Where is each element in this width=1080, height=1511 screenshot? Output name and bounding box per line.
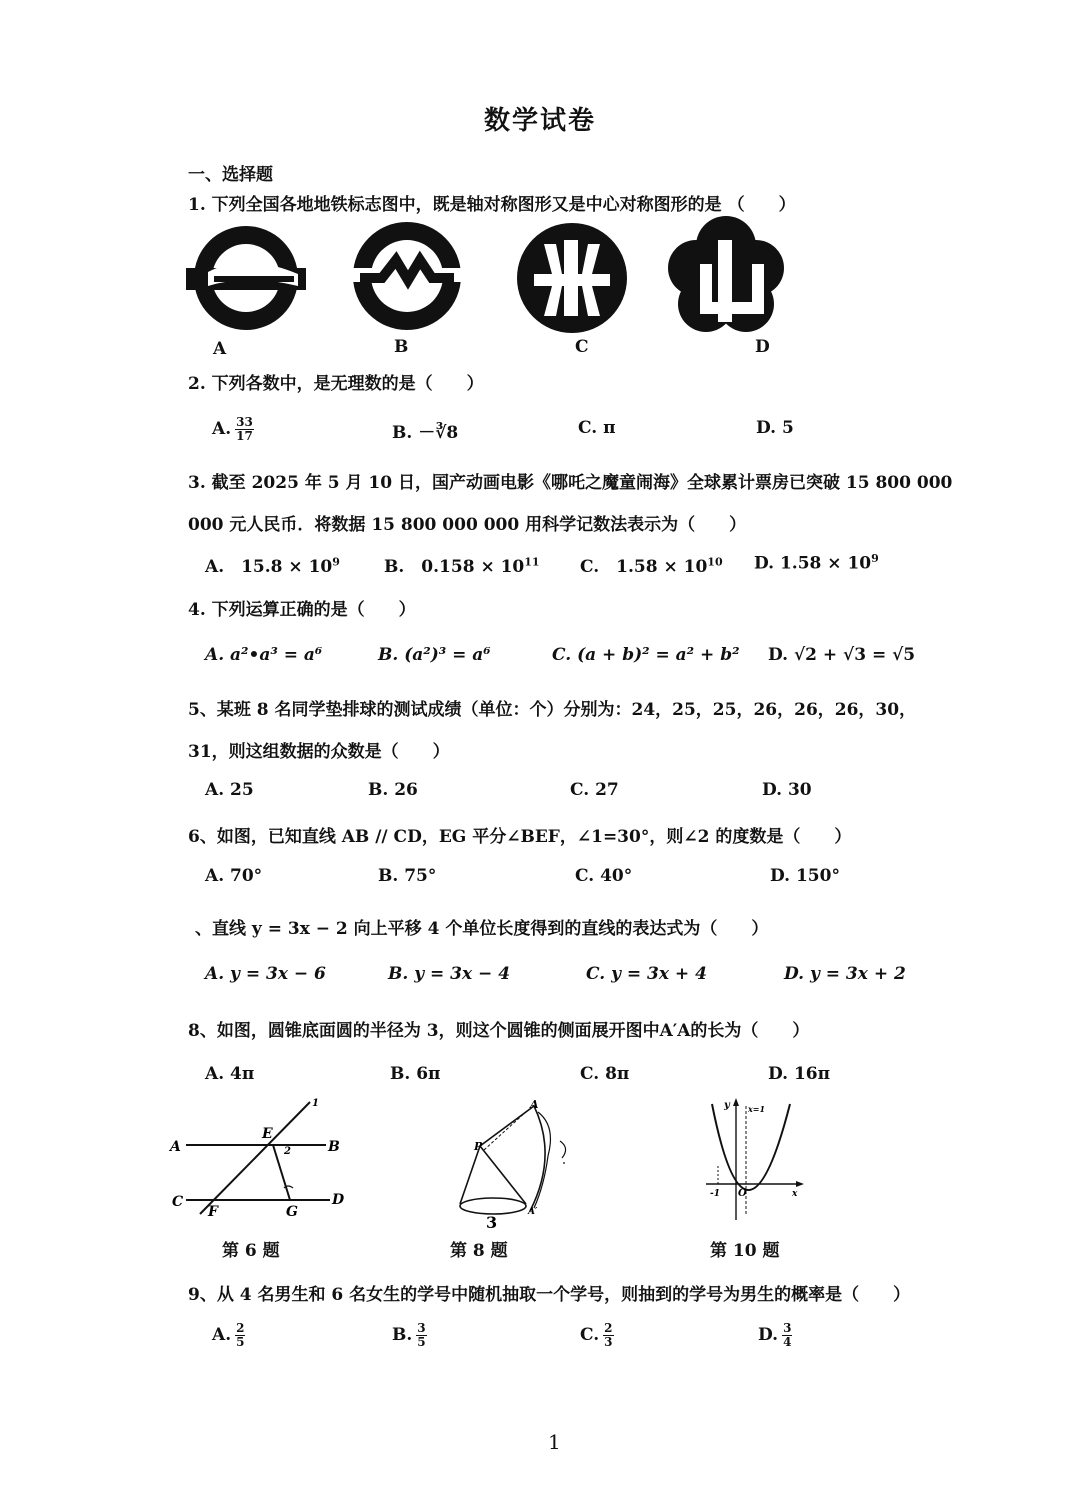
figure-6-diagram	[160, 1092, 360, 1222]
q8-option-d: D. 16π	[768, 1064, 831, 1084]
question-6-stem: 6、如图，已知直线 AB // CD，EG 平分∠BEF，∠1=30°，则∠2 的度数是（ ）	[188, 827, 852, 847]
figure-10-caption: 第 10 题	[710, 1241, 780, 1261]
section-heading: 一、选择题	[188, 165, 273, 185]
logo-c-label: C	[575, 337, 589, 357]
q6-option-d: D. 150°	[770, 866, 840, 886]
q4-option-a: A. a²•a³ = a⁶	[205, 645, 323, 665]
fig6-label-2: 2	[284, 1146, 291, 1157]
q9-option-d: D. $\frac{3}{4}$	[758, 1321, 792, 1349]
question-5-line2: 31，则这组数据的众数是（ ）	[188, 742, 450, 762]
logo-a-icon	[186, 222, 306, 334]
question-1-stem: 1. 下列全国各地地铁标志图中，既是轴对称图形又是中心对称图形的是 （ ）	[188, 195, 796, 215]
figure-10-graph	[700, 1096, 810, 1226]
q6-option-b: B. 75°	[378, 866, 437, 886]
q8-option-b: B. 6π	[390, 1064, 441, 1084]
page-number: 1	[548, 1430, 561, 1454]
q9-option-a: A. $\frac{2}{5}$	[212, 1321, 245, 1349]
fig8-label-a: A	[530, 1098, 539, 1111]
fig8-label-a-prime: A′	[528, 1207, 538, 1217]
fig6-label-a: A	[170, 1139, 181, 1155]
q3-option-d: D. $1.58 \times 10^9$	[754, 552, 879, 574]
logo-d-icon	[670, 216, 782, 334]
logo-c-icon	[516, 222, 628, 334]
question-7-stem: 、直线 y = 3x − 2 向上平移 4 个单位长度得到的直线的表达式为（ ）	[195, 919, 769, 939]
q5-option-c: C. 27	[570, 780, 619, 800]
question-3-line2: 000 元人民币．将数据 15 800 000 000 用科学记数法表示为（ ）	[188, 515, 747, 535]
fig10-label-y: y	[724, 1100, 730, 1111]
q4-option-c: C. (a + b)² = a² + b²	[552, 645, 740, 665]
question-5-line1: 5、某班 8 名同学垫排球的测试成绩（单位：个）分别为：24，25，25，26，26，26，30，	[188, 700, 917, 720]
fig10-label-minus1: -1	[710, 1189, 720, 1199]
q3-option-a: A. $15.8 \times 10^9$	[205, 555, 340, 577]
fig6-label-e: E	[262, 1126, 273, 1142]
question-8-stem: 8、如图，圆锥底面圆的半径为 3，则这个圆锥的侧面展开图中A′A的长为（ ）	[188, 1021, 810, 1041]
q7-option-c: C. y = 3x + 4	[586, 964, 707, 984]
q2-option-c: C. π	[578, 418, 616, 438]
figure-6-caption: 第 6 题	[222, 1241, 280, 1261]
fig8-label-p: P	[474, 1140, 483, 1153]
figure-8-diagram	[448, 1096, 578, 1231]
q4-option-d: D. √2 + √3 = √5	[768, 645, 916, 665]
q8-option-c: C. 8π	[580, 1064, 630, 1084]
q9-option-c: C. $\frac{2}{3}$	[580, 1321, 613, 1349]
q2-option-d: D. 5	[756, 418, 794, 438]
fig6-label-1: 1	[312, 1098, 319, 1109]
question-3-line1: 3. 截至 2025 年 5 月 10 日，国产动画电影《哪吒之魔童闹海》全球累计票房已突破 15 800 000	[188, 473, 953, 493]
q9-option-b: B. $\frac{3}{5}$	[392, 1321, 426, 1349]
question-4-stem: 4. 下列运算正确的是（ ）	[188, 600, 416, 620]
q5-option-b: B. 26	[368, 780, 418, 800]
fig6-label-g: G	[286, 1204, 298, 1220]
logo-b-label: B	[394, 337, 409, 357]
q6-option-a: A. 70°	[205, 866, 263, 886]
q3-option-b: B. $0.158 \times 10^{11}$	[384, 555, 540, 577]
question-2-stem: 2. 下列各数中，是无理数的是（ ）	[188, 374, 484, 394]
q7-option-a: A. y = 3x − 6	[205, 964, 326, 984]
fig10-label-o: O	[738, 1188, 747, 1199]
figure-8-caption: 第 8 题	[450, 1241, 508, 1261]
q5-option-d: D. 30	[762, 780, 812, 800]
q5-option-a: A. 25	[205, 780, 254, 800]
question-9-stem: 9、从 4 名男生和 6 名女生的学号中随机抽取一个学号，则抽到的学号为男生的概率是（ ）	[188, 1285, 911, 1305]
q7-option-b: B. y = 3x − 4	[388, 964, 511, 984]
q2-option-b: B. －∛8	[392, 423, 459, 443]
logo-a-label: A	[213, 339, 227, 359]
fig6-label-f: F	[208, 1204, 218, 1220]
logo-d-label: D	[755, 337, 770, 357]
fig6-label-c: C	[172, 1194, 184, 1210]
fig6-label-b: B	[328, 1139, 340, 1155]
page-title: 数学试卷	[483, 106, 596, 136]
q8-option-a: A. 4π	[205, 1064, 255, 1084]
fig10-label-x1: x=1	[748, 1104, 766, 1114]
q4-option-b: B. (a²)³ = a⁶	[378, 645, 491, 665]
q7-option-d: D. y = 3x + 2	[784, 964, 906, 984]
logo-b-icon	[352, 220, 462, 332]
fig6-label-d: D	[332, 1192, 345, 1208]
q2-option-a: A. $\frac{33}{17}$	[212, 415, 253, 443]
fig10-label-x: x	[792, 1189, 798, 1199]
fig8-handwritten-3: 3	[486, 1213, 498, 1232]
q3-option-c: C. $1.58 \times 10^{10}$	[580, 555, 723, 577]
q6-option-c: C. 40°	[575, 866, 633, 886]
